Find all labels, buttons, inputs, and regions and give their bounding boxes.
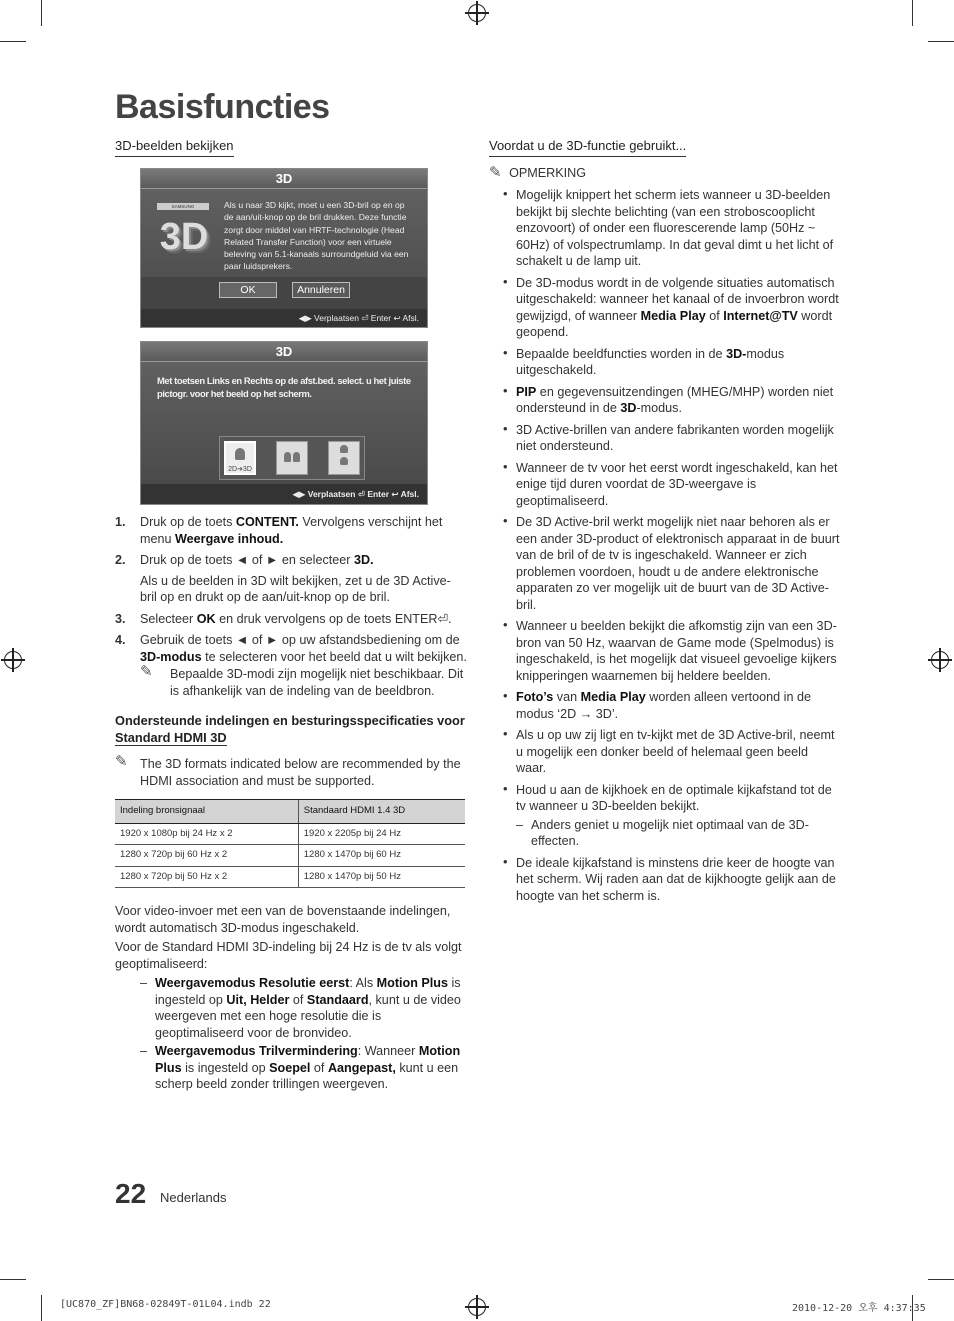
crop-mark [0,1279,26,1280]
list-item: • Houd u aan de kijkhoek en de optimale kijkafstand tot de tv wanneer u 3D-beelden bekijkt. – Anders geniet u mogelijk niet optimaal van de 3D-effecten. [476,782,841,850]
page-title: Basisfuncties [115,88,330,126]
cancel-button[interactable]: Annuleren [292,282,350,298]
language-label: Nederlands [160,1190,227,1205]
left-column [115,138,467,1091]
note-pencil-icon: ✎ [489,163,502,181]
registration-mark-icon [468,1298,486,1316]
table-row: 1280 x 720p bij 50 Hz x 2 1280 x 1470p bij 50 Hz [115,866,465,888]
crop-mark [41,0,42,26]
right-column [489,138,841,909]
osd-message: Als u naar 3D kijkt, moet u een 3D-bril op en op de aan/uit-knop op de bril drukken. Deze functie zorgt door middel van HRTF-technologie (Head Related Transfer Function) voor een virtuele beleving van 5.1-kanaals surroundgeluid via een paar luidsprekers. [224,200,409,272]
osd-footer-hints: ◀▶ Verplaatsen ⏎ Enter ↩ Afsl. [141,309,427,327]
list-item: • Foto’s van Media Play worden alleen vertoond in de modus ‘2D → 3D’. [503,688,811,721]
table-header: Indeling bronsignaal [115,800,298,824]
registration-mark-icon [4,651,22,669]
step-item: 3. Selecteer OK en druk vervolgens op de toets ENTER⏎. [115,611,452,626]
osd-3d-mode-select [140,341,428,505]
ok-button[interactable]: OK [219,282,277,298]
instructions [115,514,467,1093]
table-row: 1920 x 1080p bij 24 Hz x 2 1920 x 2205p bij 24 Hz [115,823,465,845]
osd-title: 3D [141,169,427,189]
osd-body [141,362,427,484]
step-note: ✎ Bepaalde 3D-modi zijn mogelijk niet beschikbaar. Dit is afhankelijk van de indeling van de beeldbron. [140,663,464,698]
list-item: • De 3D Active-bril werkt mogelijk niet naar behoren als er een ander 3D-product of elektronisch apparaat in de buurt van de bril of de tv is ingeschakeld. Wanneer er zich problemen voordoen, houdt u de andere elektronische apparaten zo ver mogelijk uit de buurt van de 3D Active-bril. [503,513,840,612]
registration-mark-icon [468,4,486,22]
osd-footer-hints: ◀▶ Verplaatsen ⏎ Enter ↩ Afsl. [141,484,427,504]
page-number: 22 [115,1178,147,1209]
table-header-row [115,800,465,824]
mode-side-by-side-icon[interactable] [276,441,308,475]
step-item: 1. Druk op de toets CONTENT. Vervolgens verschijnt het menu Weergave inhoud. [115,515,443,546]
list-item: • PIP en gegevensuitzendingen (MHEG/MHP) worden niet ondersteund in de 3D-modus. [503,382,834,415]
section-title-3d-viewing: 3D-beelden bekijken [115,138,234,157]
mode-2d-to-3d-icon[interactable]: 2D➔3D [224,441,256,475]
list-item: • 3D Active-brillen van andere fabrikanten worden mogelijk niet ondersteund. [503,420,834,453]
hdmi-note: ✎ The 3D formats indicated below are recommended by the HDMI association and must be supported. [115,753,461,788]
mode-top-bottom-icon[interactable] [328,441,360,475]
print-date-info: 2010-12-20 오후 4:37:35 [792,1303,926,1314]
samsung-3d-logo-icon: SAMSUNG 3D [157,203,215,263]
crop-mark [41,1295,42,1321]
crop-mark [912,0,913,26]
osd-title: 3D [141,342,427,362]
hdmi-3d-format-table [115,799,465,888]
section-title-before-3d: Voordat u de 3D-functie gebruikt... [489,138,686,157]
list-item: • Wanneer de tv voor het eerst wordt ingeschakeld, kan het enige tijd duren voordat de 3D-weergave is geoptimaliseerd. [503,458,838,508]
dash-item: – Weergavemodus Trilvermindering: Wanneer Motion Plus is ingesteld op Soepel of Aangepast, kunt u een scherp beeld zonder trillingen weergeven. [140,1044,461,1091]
crop-mark [0,41,26,42]
paragraph: Voor de Standard HDMI 3D-indeling bij 24 Hz is de tv als volgt geoptimaliseerd: [115,940,462,971]
dash-item: – Weergavemodus Resolutie eerst: Als Motion Plus is ingesteld op Uit, Helder of Standaard, kunt u de video weergeven met een hoge resolutie die is geoptimaliseerd voor de bronvideo. [140,976,461,1040]
step-list [115,514,467,699]
section-title-hdmi-3d: Ondersteunde indelingen en besturingsspecificaties voor Standard HDMI 3D [115,713,465,745]
osd-divider [141,277,427,309]
sub-dash-item: – Anders geniet u mogelijk niet optimaal van de 3D-effecten. [516,817,809,848]
list-item: • Als u op uw zij ligt en tv-kijkt met de 3D Active-bril, neemt u mogelijk een donker beeld of helemaal geen beeld waar. [503,726,835,775]
note-bullet-list [476,187,841,904]
list-item: • Wanneer u beelden bekijkt die afkomstig zijn van een 3D-bron van 50 Hz, waarvan de Game mode (Spelmodus) is ingeschakeld, is het mogelijk dat visueel gevoelige kijkers knipperingen waarnemen bij heldere beelden. [503,617,837,683]
step-item: 2. Druk op de toets ◄ of ► en selecteer 3D. [115,553,374,567]
step-item: 4. Gebruik de toets ◄ of ► op uw afstandsbediening om de 3D-modus te selecteren voor het beeld dat u wilt bekijken. ✎ Bepaalde 3D-modi zijn mogelijk niet beschikbaar. Dit is afhankelijk van de indeling van de beeldbron. [115,633,467,698]
crop-mark [928,1279,954,1280]
print-file-info: [UC870_ZF]BN68-02849T-01L04.indb 22 [60,1299,271,1310]
crop-mark [928,41,954,42]
list-item: • De 3D-modus wordt in de volgende situaties automatisch uitgeschakeld: wanneer het kanaal of de invoerbron wordt gewijzigd, of wanneer Media Play of Internet@TV wordt geopend. [503,273,839,339]
list-item: • De ideale kijkafstand is minstens drie keer de hoogte van het scherm. Wij raden aan dat de kijkhoogte gelijk aan de hoogte van het scherm is. [503,853,836,903]
registration-mark-icon [931,651,949,669]
note-pencil-icon: ✎ [140,663,153,680]
list-item: • Bepaalde beeldfuncties worden in de 3D-modus uitgeschakeld. [503,344,785,377]
list-item: • Mogelijk knippert het scherm iets wanneer u 3D-beelden bekijkt bij slechte belichting (van een stroboscooplicht enzovoort) of onder een fluorescerende lamp (50Hz ~ 60Hz) of volspectrumlamp. In dat geval dimt u het licht of schakelt u de lamp uit. [503,186,834,268]
table-header: Standaard HDMI 1.4 3D [298,800,465,824]
step-item: Als u de beelden in 3D wilt bekijken, zet u de 3D Active-bril op en drukt op de aan/uit-knop op de bril. [140,573,451,604]
note-heading: ✎ OPMERKING [489,163,587,181]
paragraph: Voor video-invoer met een van de bovenstaande indelingen, wordt automatisch 3D-modus ingeschakeld. [115,904,451,935]
3d-mode-icon-strip [219,436,365,480]
osd-message: Met toetsen Links en Rechts op de afst.bed. select. u het juiste pictogr. voor het beeld op het scherm. [157,375,411,399]
osd-body [141,189,427,309]
table-row: 1280 x 720p bij 60 Hz x 2 1280 x 1470p bij 60 Hz [115,845,465,867]
note-pencil-icon: ✎ [115,753,128,770]
osd-3d-warning [140,168,428,328]
